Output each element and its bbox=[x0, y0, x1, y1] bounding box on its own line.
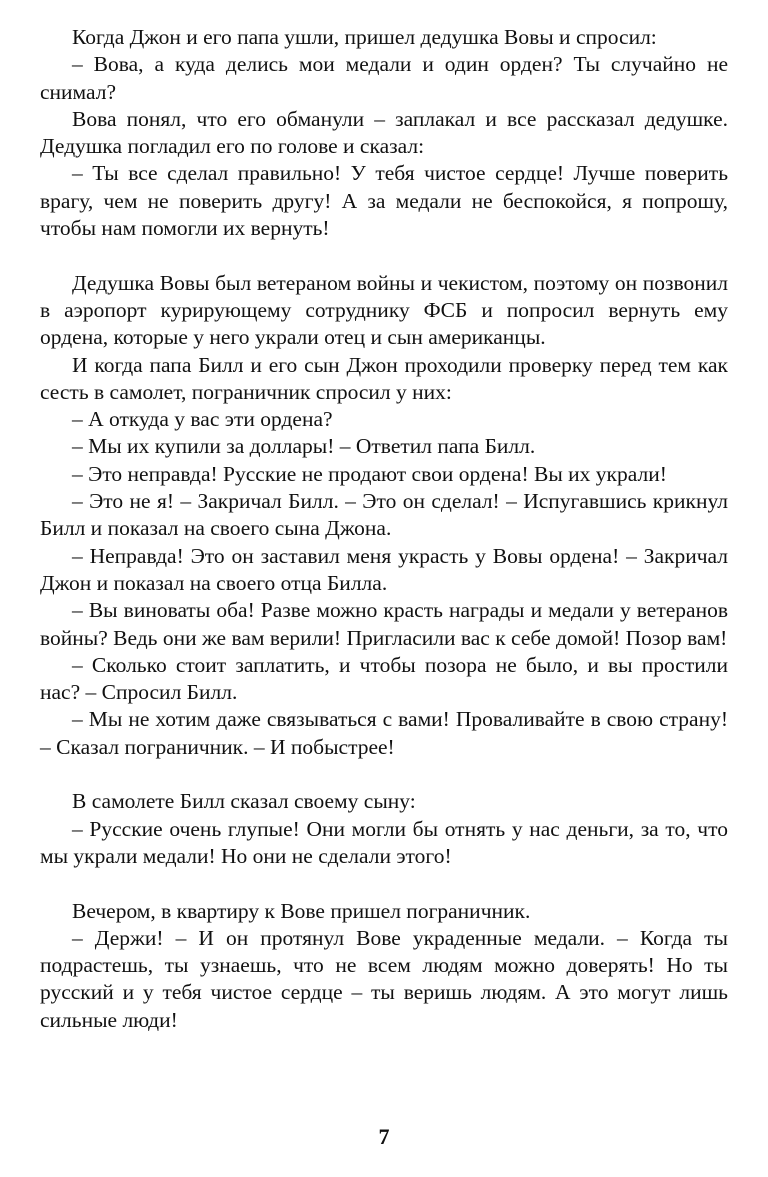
paragraph: Вова понял, что его обманули – заплакал и все рассказал дедушке. Дедушка погладил его по голове и сказал: bbox=[40, 106, 728, 159]
page-number: 7 bbox=[378, 1124, 390, 1149]
paragraph: – Это не я! – Закричал Билл. – Это он сделал! – Испугавшись крикнул Билл и показал на своего сына Джона. bbox=[40, 489, 728, 541]
paragraph: – Ты все сделал правильно! У тебя чистое сердце! Лучше поверить врагу, чем не поверить другу! А за медали не беспокойся, я попрошу, чтобы нам помогли их вернуть! bbox=[40, 161, 728, 241]
paragraph: – Мы их купили за доллары! – Ответил папа Билл. bbox=[72, 434, 536, 459]
paragraph: – Сколько стоит заплатить, и чтобы позора не было, и вы простили нас? – Спросил Билл. bbox=[40, 652, 728, 705]
paragraph: Вечером, в квартиру к Вове пришел пограничник. bbox=[72, 898, 531, 923]
paragraph: Дедушка Вовы был ветераном войны и чекистом, поэтому он позвонил в аэропорт курирующему сотруднику ФСБ и попросил вернуть ему ордена, которые у него украли отец и сын американцы. bbox=[40, 270, 728, 350]
paragraph: – Вы виноваты оба! Разве можно красть награды и медали у ветеранов войны? Ведь они же вам верили! Пригласили вас к себе домой! Позор вам! bbox=[40, 598, 728, 650]
paragraph: – Русские очень глупые! Они могли бы отнять у нас деньги, за то, что мы украли медали! Но они не сделали этого! bbox=[40, 816, 728, 868]
paragraph: – А откуда у вас эти ордена? bbox=[72, 407, 333, 432]
paragraph: – Мы не хотим даже связываться с вами! Проваливайте в свою страну! – Сказал пограничник. – И побыстрее! bbox=[40, 707, 728, 759]
paragraph: – Держи! – И он протянул Вове украденные медали. – Когда ты подрастешь, ты узнаешь, что не всем людям можно доверять! Но ты русский и у тебя чистое сердце – ты веришь людям. А это могут лишь сильные люди! bbox=[40, 925, 728, 1032]
paragraph: – Неправда! Это он заставил меня украсть у Вовы ордена! – Закричал Джон и показал на своего отца Билла. bbox=[40, 543, 728, 595]
paragraph: – Вова, а куда делись мои медали и один орден? Ты случайно не снимал? bbox=[40, 52, 728, 104]
paragraph: В самолете Билл сказал своему сыну: bbox=[72, 789, 416, 814]
paragraph: Когда Джон и его папа ушли, пришел дедушка Вовы и спросил: bbox=[72, 25, 657, 49]
page-body bbox=[40, 24, 728, 1034]
paragraph: – Это неправда! Русские не продают свои ордена! Вы их украли! bbox=[72, 461, 667, 486]
paragraph: И когда папа Билл и его сын Джон проходили проверку перед тем как сесть в самолет, пограничник спросил у них: bbox=[40, 352, 728, 404]
